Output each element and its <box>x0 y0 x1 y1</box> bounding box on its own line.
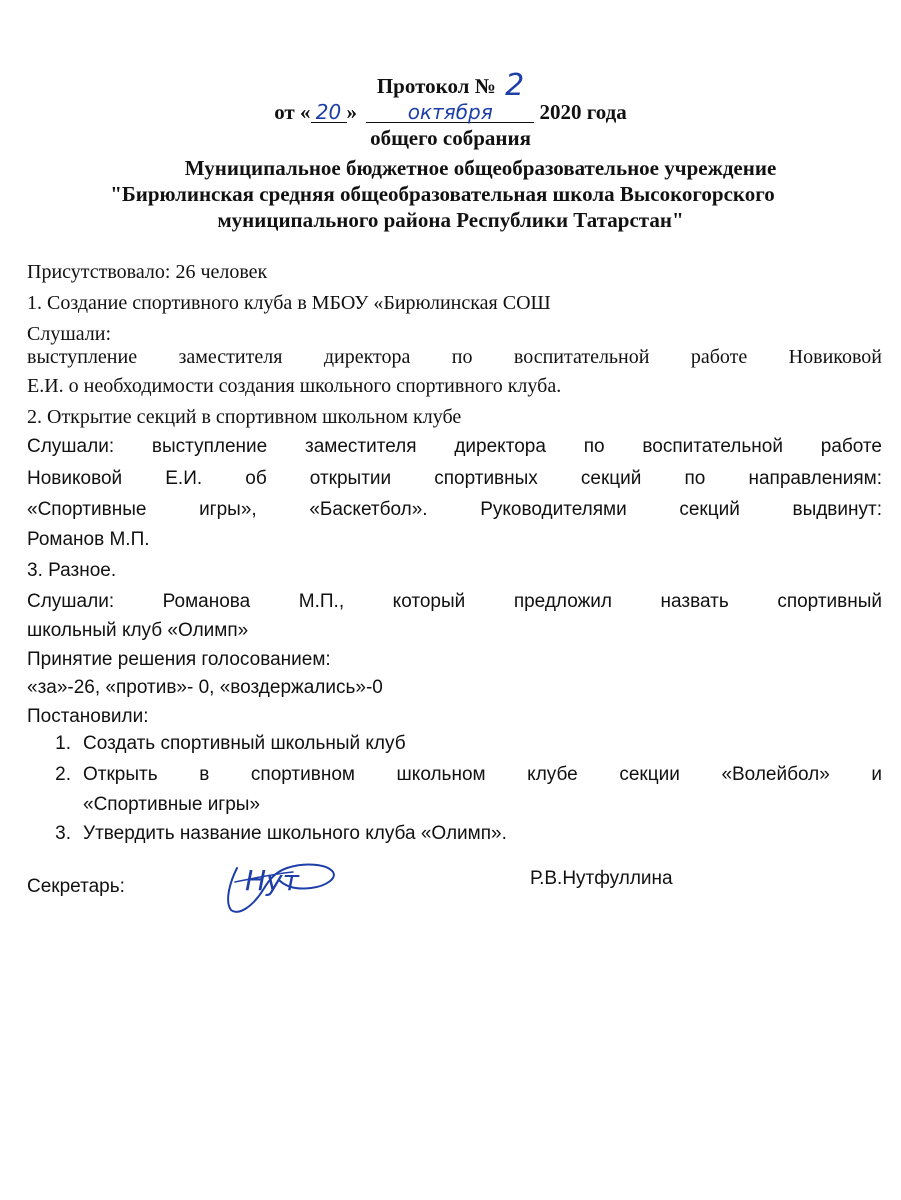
item-1-title: 1. Создание спортивного клуба в МБОУ «Бирюлинская СОШ <box>27 292 551 314</box>
heard-1-line-2: Е.И. о необходимости создания школьного спортивного клуба. <box>27 375 562 397</box>
signature-text: Нут <box>245 864 299 897</box>
secretary-label: Секретарь: <box>27 876 125 897</box>
decision-text: Утвердить название школьного клуба «Олимп». <box>83 823 507 844</box>
protocol-label: Протокол № <box>376 74 496 98</box>
decision-item <box>27 792 882 817</box>
protocol-number: 2 <box>505 68 525 103</box>
secretary-name: Р.В.Нутфуллина <box>530 868 673 889</box>
signature-mark <box>215 850 340 920</box>
decision-text: Открыть в спортивном школьном клубе секции «Волейбол» и <box>83 764 882 785</box>
date-day-field <box>311 102 347 123</box>
org-line-1: Муниципальное бюджетное общеобразовательное учреждение <box>184 156 777 180</box>
heard-2-line-4: Романов М.П. <box>27 529 150 550</box>
date-prefix: от « <box>274 100 311 124</box>
decision-number: 3. <box>55 823 71 844</box>
vote-label: Принятие решения голосованием: <box>27 649 331 670</box>
decision-item <box>27 762 882 787</box>
heard-2-line-2: Новиковой Е.И. об открытии спортивных секций по направлениям: <box>27 468 882 489</box>
date-year: 2020 года <box>539 100 627 124</box>
protocol-date <box>0 100 901 124</box>
heard-2-line-1: Слушали: выступление заместителя директора по воспитательной работе <box>27 436 882 457</box>
decision-number: 2. <box>55 764 71 785</box>
date-month: октября <box>407 100 493 124</box>
decision-text: Создать спортивный школьный клуб <box>83 733 406 754</box>
heard-1-label: Слушали: <box>27 323 112 345</box>
decision-number: 1. <box>55 733 71 754</box>
org-line-3: муниципального района Республики Татарстан" <box>217 208 684 232</box>
decision-item <box>27 821 882 846</box>
heard-2-line-3: «Спортивные игры», «Баскетбол». Руководителями секций выдвинут: <box>27 499 882 520</box>
heard-1-line-1: выступление заместителя директора по воспитательной работе Новиковой <box>27 346 882 368</box>
meeting-type: общего собрания <box>370 126 531 150</box>
heard-3-line-1: Слушали: Романова М.П., который предложил назвать спортивный <box>27 591 882 612</box>
vote-result: «за»-26, «против»- 0, «воздержались»-0 <box>27 677 383 698</box>
item-3-title: 3. Разное. <box>27 560 117 581</box>
date-month-field <box>366 102 534 123</box>
resolved-label: Постановили: <box>27 706 149 727</box>
attendance: Присутствовало: 26 человек <box>27 261 268 283</box>
decision-text: «Спортивные игры» <box>83 794 261 815</box>
item-2-title: 2. Открытие секций в спортивном школьном клубе <box>27 406 462 428</box>
date-mid: » <box>346 100 357 124</box>
decision-item <box>27 731 882 756</box>
org-line-2: "Бирюлинская средняя общеобразовательная школа Высокогорского <box>110 182 775 206</box>
date-day: 20 <box>315 100 342 124</box>
protocol-title <box>0 68 901 103</box>
heard-3-line-2: школьный клуб «Олимп» <box>27 620 249 641</box>
